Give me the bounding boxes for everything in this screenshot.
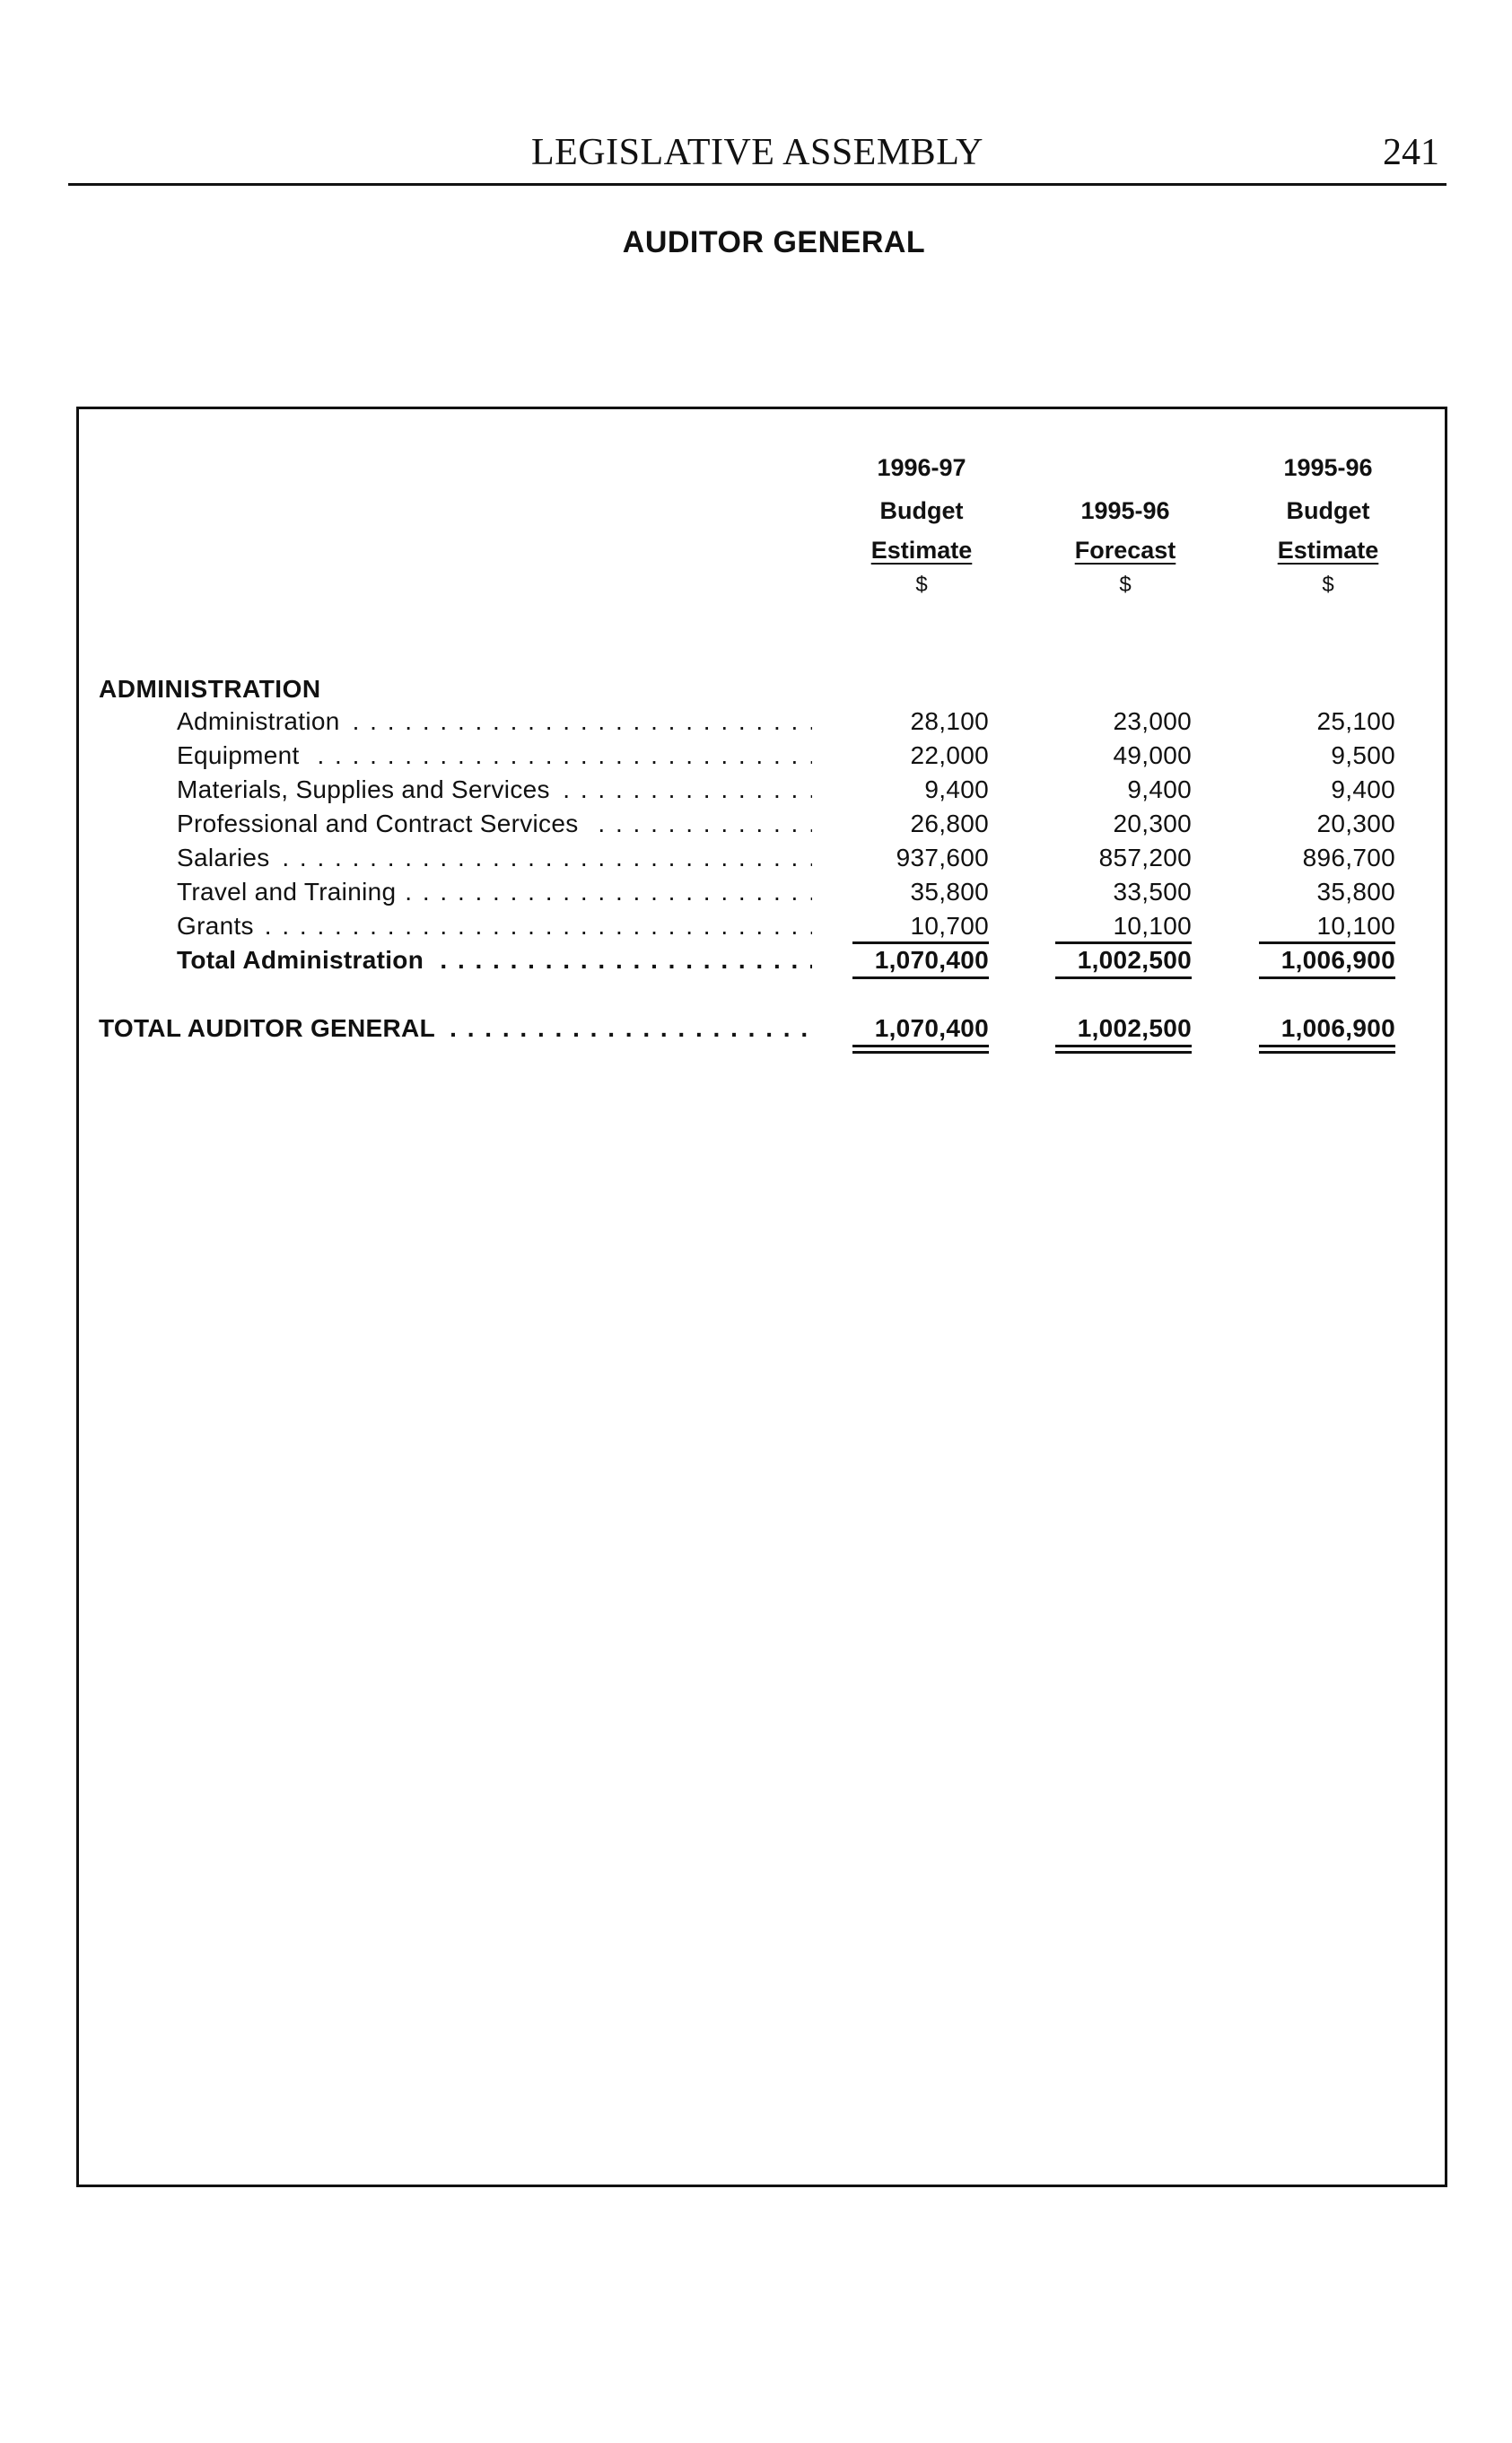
- row-label: Equipment . . .: [177, 739, 812, 773]
- table-frame: [76, 407, 1447, 2187]
- value-cell: 35,800: [910, 878, 989, 906]
- table-row: [0, 841, 1512, 875]
- column-header-line: 1995-96: [1283, 454, 1373, 481]
- column-header-line: 1996-97: [877, 454, 966, 481]
- row-label: Administration . . .: [177, 705, 812, 739]
- row-label: Materials, Supplies and Services . . .: [177, 773, 812, 807]
- double-rule: [1259, 1051, 1395, 1054]
- running-head: [68, 127, 1446, 186]
- value-cell: 937,600: [896, 844, 989, 871]
- row-label: Travel and Training . . .: [177, 875, 812, 909]
- value-cell: 23,000: [1113, 707, 1192, 735]
- row-label: Grants . . .: [177, 909, 812, 943]
- value-cell: 10,100: [1316, 912, 1395, 940]
- value-cell: 49,000: [1113, 741, 1192, 769]
- value-cell: 33,500: [1113, 878, 1192, 906]
- column-header-line: 1995-96: [1080, 497, 1170, 524]
- column-unit: $: [1322, 573, 1334, 597]
- double-rule: [1055, 1045, 1192, 1047]
- table-row: [0, 773, 1512, 807]
- value-cell: 22,000: [910, 741, 989, 769]
- value-cell: 26,800: [910, 810, 989, 837]
- row-label: Total Administration . . .: [177, 943, 812, 977]
- double-rule: [852, 1045, 989, 1047]
- value-cell: 9,400: [1331, 775, 1395, 803]
- value-cell: 20,300: [1316, 810, 1395, 837]
- double-rule: [1055, 1051, 1192, 1054]
- value-cell: 896,700: [1302, 844, 1395, 871]
- value-cell: 20,300: [1113, 810, 1192, 837]
- subtotal-rule: [1055, 976, 1192, 979]
- column-header-budget-estimate-1995-96: [1225, 446, 1431, 602]
- value-cell: 28,100: [910, 707, 989, 735]
- table-row: [0, 705, 1512, 739]
- value-cell: 9,400: [1127, 775, 1192, 803]
- value-cell: 9,500: [1331, 741, 1395, 769]
- page-title: AUDITOR GENERAL: [622, 225, 926, 259]
- column-header-line: Budget: [879, 497, 964, 524]
- value-cell: 1,006,900: [1280, 946, 1395, 974]
- value-cell: 25,100: [1316, 707, 1395, 735]
- row-label: Professional and Contract Services . . .: [177, 807, 812, 841]
- value-cell: 35,800: [1316, 878, 1395, 906]
- column-unit: $: [915, 573, 928, 597]
- column-header-line: Estimate: [1277, 537, 1379, 564]
- subtotal-rule: [852, 976, 989, 979]
- double-rule: [852, 1051, 989, 1054]
- column-header-budget-estimate-1996-97: [818, 446, 1025, 602]
- value-cell: 9,400: [924, 775, 989, 803]
- column-header-line: Budget: [1286, 497, 1370, 524]
- section-title: ADMINISTRATION: [99, 675, 321, 703]
- grand-total-row: [0, 1011, 1512, 1046]
- row-label: TOTAL AUDITOR GENERAL . . .: [99, 1011, 812, 1046]
- column-header-forecast-1995-96: [1022, 446, 1228, 602]
- value-cell: 1,002,500: [1077, 946, 1192, 974]
- column-header-line: Estimate: [870, 537, 973, 564]
- table-row: [0, 807, 1512, 841]
- table-row: [0, 909, 1512, 943]
- value-cell: 1,070,400: [874, 1014, 989, 1042]
- double-rule: [1259, 1045, 1395, 1047]
- subtotal-rule: [1259, 976, 1395, 979]
- value-cell: 857,200: [1098, 844, 1192, 871]
- table-row: [0, 875, 1512, 909]
- value-cell: 1,070,400: [874, 946, 989, 974]
- subtotal-row: [0, 943, 1512, 977]
- value-cell: 10,100: [1113, 912, 1192, 940]
- value-cell: 1,002,500: [1077, 1014, 1192, 1042]
- value-cell: 1,006,900: [1280, 1014, 1395, 1042]
- value-cell: 10,700: [910, 912, 989, 940]
- row-label: Salaries . . .: [177, 841, 812, 875]
- running-head-title: LEGISLATIVE ASSEMBLY: [531, 132, 983, 173]
- column-unit: $: [1119, 573, 1132, 597]
- column-header-line: Forecast: [1074, 537, 1176, 564]
- table-row: [0, 739, 1512, 773]
- page-number: 241: [1383, 132, 1439, 173]
- column-header-line: [1022, 446, 1228, 489]
